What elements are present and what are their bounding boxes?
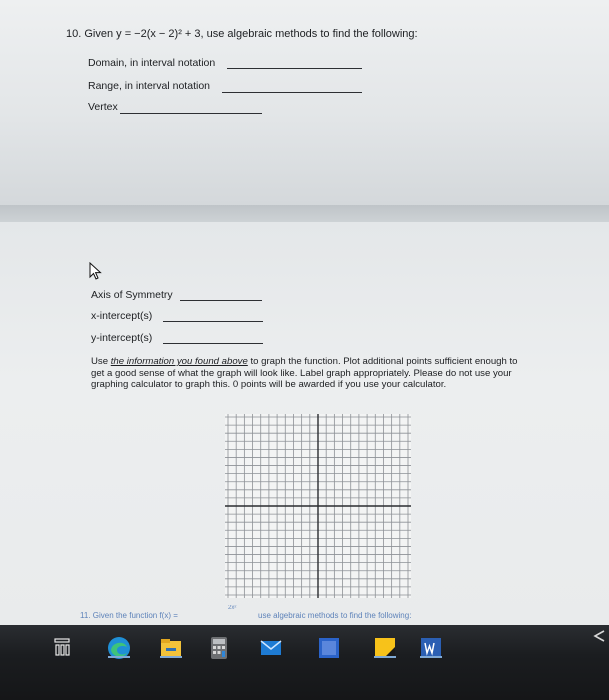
yint-answer-line — [163, 343, 263, 344]
mouse-pointer-icon — [88, 262, 104, 282]
task-view-icon[interactable] — [54, 638, 70, 656]
range-label: Range, in interval notation — [88, 80, 210, 92]
chevron-left-icon[interactable] — [592, 630, 606, 642]
instructions-lead: Use — [91, 356, 111, 367]
axis-of-symmetry-label: Axis of Symmetry — [91, 289, 173, 301]
document-page-top — [0, 0, 609, 205]
graph-grid — [225, 414, 411, 598]
next-question-exponent: 2x² — [228, 605, 237, 611]
y-intercepts-label: y-intercept(s) — [91, 332, 153, 344]
next-question-text: 11. Given the function f(x) = — [80, 611, 178, 620]
domain-answer-line — [227, 68, 362, 69]
xint-answer-line — [163, 321, 263, 322]
edge-active-indicator — [108, 656, 130, 658]
axis-answer-line — [180, 300, 262, 301]
vertex-label: Vertex — [88, 101, 118, 113]
vertex-answer-line — [120, 113, 262, 114]
sticky-active-indicator — [374, 656, 396, 658]
app-icon[interactable] — [316, 635, 342, 661]
explorer-active-indicator — [160, 656, 182, 658]
calculator-icon[interactable] — [206, 635, 232, 661]
question-title: 10. Given y = −2(x − 2)² + 3, use algebraic methods to find the following: — [66, 28, 418, 40]
graph-instructions — [91, 356, 531, 391]
instructions-emphasis: the information you found above — [110, 356, 248, 367]
windows-taskbar — [0, 625, 609, 700]
word-active-indicator — [420, 656, 442, 658]
instructions-rest: to graph the function. Plot additional points sufficient enough to get a good sense of what the graph will look like. Label graph appropriately. Please do not use your graphing calculator to graph this. 0 points will be awarded if you use your calculator. — [91, 356, 518, 390]
page-separator — [0, 205, 609, 222]
next-question-tail: use algebraic methods to find the following: — [258, 611, 412, 620]
domain-label: Domain, in interval notation — [88, 57, 216, 69]
range-answer-line — [222, 92, 362, 93]
x-intercepts-label: x-intercept(s) — [91, 310, 153, 322]
mail-icon[interactable] — [258, 635, 284, 661]
